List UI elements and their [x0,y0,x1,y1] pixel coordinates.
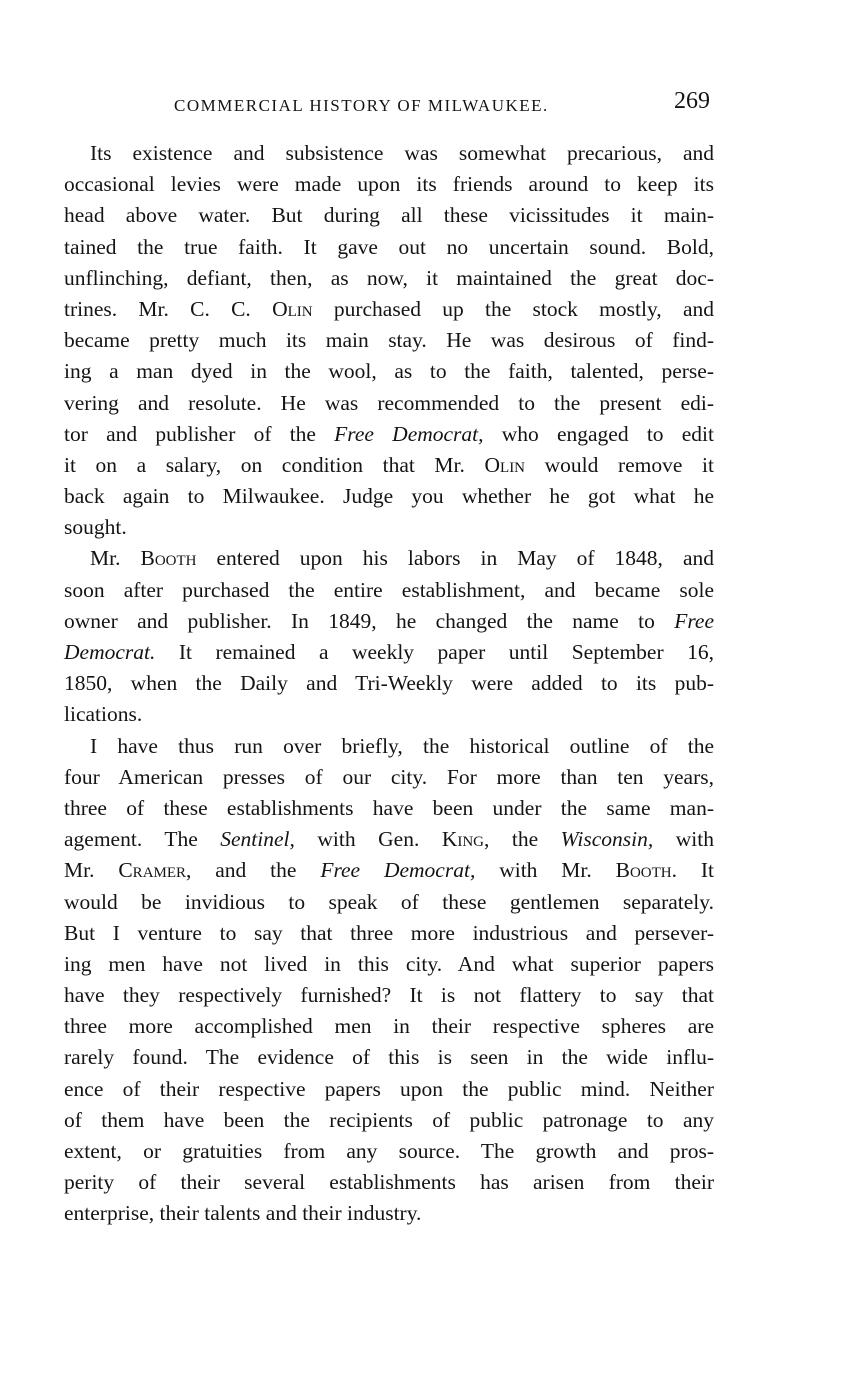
text-run: back again to Milwaukee. Judge you whether he got what he [64,484,714,509]
text-line [64,481,714,512]
text-run: lications. [64,702,143,727]
italic-title: Free Democrat, [334,421,484,446]
text-line [64,356,714,387]
paragraph [64,543,714,730]
text-line [64,200,714,231]
italic-title: Free Democrat, [320,858,476,883]
text-line [64,325,714,356]
italic-title: Sentinel, [220,827,295,852]
text-run: owner and publisher. In 1849, he changed the name to [64,608,675,633]
small-caps-name: Booth [615,858,672,883]
small-caps-name: Olin [272,296,313,321]
body-text [64,138,714,1230]
text-run: ing a man dyed in the wool, as to the faith, talented, perse- [64,359,714,384]
text-line [64,294,714,325]
text-run: would remove it [525,452,714,477]
page-number: 269 [674,88,710,114]
text-run: enterprise, their talents and their industry. [64,1201,422,1226]
text-run: I have thus run over briefly, the historical outline of the [90,733,714,758]
text-run: But I venture to say that three more industrious and persever- [64,920,714,945]
text-line [64,1105,714,1136]
text-run: unflinching, defiant, then, as now, it maintained the great doc- [64,265,714,290]
text-line [64,793,714,824]
text-line [64,824,714,855]
text-run: head above water. But during all these vicissitudes it main- [64,203,714,228]
text-line [64,699,714,730]
text-run: , the [484,827,561,852]
text-line [64,731,714,762]
text-line [64,980,714,1011]
text-run: of them have been the recipients of public patronage to any [64,1107,714,1132]
text-line [64,575,714,606]
text-line [64,1042,714,1073]
text-run: soon after purchased the entire establishment, and became sole [64,577,714,602]
text-run: tained the true faith. It gave out no uncertain sound. Bold, [64,234,714,259]
text-line [64,855,714,886]
text-run: would be invidious to speak of these gentlemen separately. [64,889,714,914]
text-line [64,637,714,668]
text-run: purchased up the stock mostly, and [312,296,714,321]
text-line [64,1198,714,1229]
text-line [64,512,714,543]
text-run: it on a salary, on condition that Mr. [64,452,485,477]
text-line [64,668,714,699]
text-line [64,1074,714,1105]
text-run: extent, or gratuities from any source. The growth and pros- [64,1139,714,1163]
text-run: . It [671,858,714,883]
text-run: ing men have not lived in this city. And what superior papers [64,951,714,976]
text-line [64,1011,714,1042]
text-run: with [653,827,714,852]
text-run: 1850, when the Daily and Tri-Weekly were added to its pub- [64,671,714,696]
text-run: occasional levies were made upon its friends around to keep its [64,172,714,197]
paragraph [64,138,714,543]
text-run: perity of their several establishments has arisen from their [64,1170,714,1195]
text-run: rarely found. The evidence of this is seen in the wide influ- [64,1045,714,1070]
text-line [64,1136,714,1167]
text-run: with Gen. [294,827,442,852]
text-run: tor and publisher of the [64,421,335,446]
text-run: who engaged to edit [483,421,714,446]
paragraph [64,731,714,1230]
text-line [64,543,714,574]
small-caps-name: Olin [484,452,526,477]
italic-title: Democrat. [64,640,156,664]
text-run: sought. [64,515,127,540]
text-run: three of these establishments have been under the same man- [64,795,714,820]
text-line [64,263,714,294]
text-run: agement. The [64,827,221,852]
text-line [64,1167,714,1198]
text-run: with Mr. [475,858,616,883]
small-caps-name: Cramer [118,858,187,883]
running-head-title: COMMERCIAL HISTORY OF MILWAUKEE. [174,96,549,115]
text-run: four American presses of our city. For more than ten years, [64,764,714,789]
text-run: ence of their respective papers upon the public mind. Neither [64,1076,714,1101]
text-run: Mr. [64,858,119,883]
italic-title: Free [674,608,714,633]
text-run: entered upon his labors in May of 1848, and [196,546,714,571]
running-head [64,88,714,120]
text-line [64,388,714,419]
text-run: three more accomplished men in their respective spheres are [64,1014,714,1039]
text-line [64,450,714,481]
small-caps-name: King [441,827,485,852]
text-run: Its existence and subsistence was somewhat precarious, and [90,141,714,165]
text-run: vering and resolute. He was recommended to the present edi- [64,390,714,415]
text-run: became pretty much its main stay. He was desirous of find- [64,328,714,353]
text-run: trines. Mr. C. C. [64,296,273,321]
italic-title: Wisconsin, [560,827,654,852]
text-line [64,169,714,200]
text-run: have they respectively furnished? It is not flattery to say that [64,983,714,1008]
text-run: , and the [186,858,321,883]
text-run: Mr. [90,546,141,571]
text-line [64,949,714,980]
text-line [64,762,714,793]
text-line [64,232,714,263]
text-line [64,419,714,450]
text-run: It remained a weekly paper until September 16, [155,640,714,664]
text-line [64,887,714,918]
text-line [64,138,714,169]
text-line [64,918,714,949]
text-line [64,606,714,637]
small-caps-name: Booth [140,546,197,571]
